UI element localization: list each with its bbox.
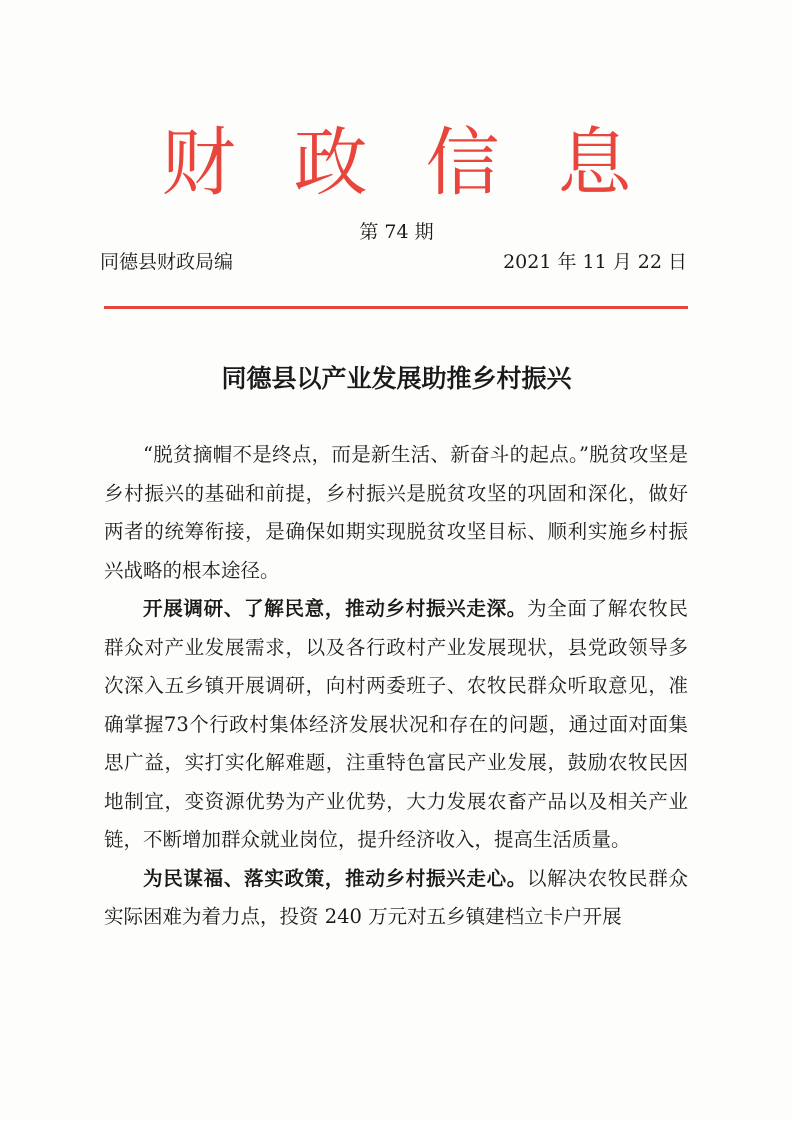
paragraph — [104, 436, 688, 590]
issue-number: 第 74 期 — [359, 221, 434, 243]
paragraph — [104, 590, 688, 860]
paragraph-text: “脱贫摘帽不是终点，而是新生活、新奋斗的起点。”脱贫攻坚是乡村振兴的基础和前提，乡村振兴是脱贫攻坚的巩固和深化，做好两者的统筹衔接，是确保如期实现脱贫攻坚目标、顺利实施乡村振兴战略的根本途径。 — [104, 443, 688, 582]
article-title: 同德县以产业发展助推乡村振兴 — [221, 364, 572, 393]
issue-date: 2021 年 11 月 22 日 — [503, 251, 687, 273]
header-divider — [104, 306, 688, 309]
paragraph-text: 为全面了解农牧民群众对产业发展需求，以及各行政村产业发展现状，县党政领导多次深入五乡镇开展调研，向村两委班子、农牧民群众听取意见，准确掌握73个行政村集体经济发展状况和存在的问题，通过面对面集思广益，实打实化解难题，注重特色富民产业发展，鼓励农牧民因地制宜，变资源优势为产业优势，大力发展农畜产品以及相关产业链，不断增加群众就业岗位，提升经济收入，提高生活质量。 — [104, 597, 688, 851]
paragraph-lead: 为民谋福、落实政策，推动乡村振兴走心。 — [143, 866, 527, 890]
issuer: 同德县财政局编 — [100, 251, 234, 273]
article-body — [104, 436, 688, 937]
masthead-title: 财政信息 — [161, 120, 690, 206]
paragraph-text: 以解决农牧民群众实际困难为着力点，投资 240 万元对五乡镇建档立卡户开展 — [104, 866, 688, 928]
paragraph-lead: 开展调研、了解民意，推动乡村振兴走深。 — [143, 597, 527, 620]
paragraph — [104, 860, 688, 937]
